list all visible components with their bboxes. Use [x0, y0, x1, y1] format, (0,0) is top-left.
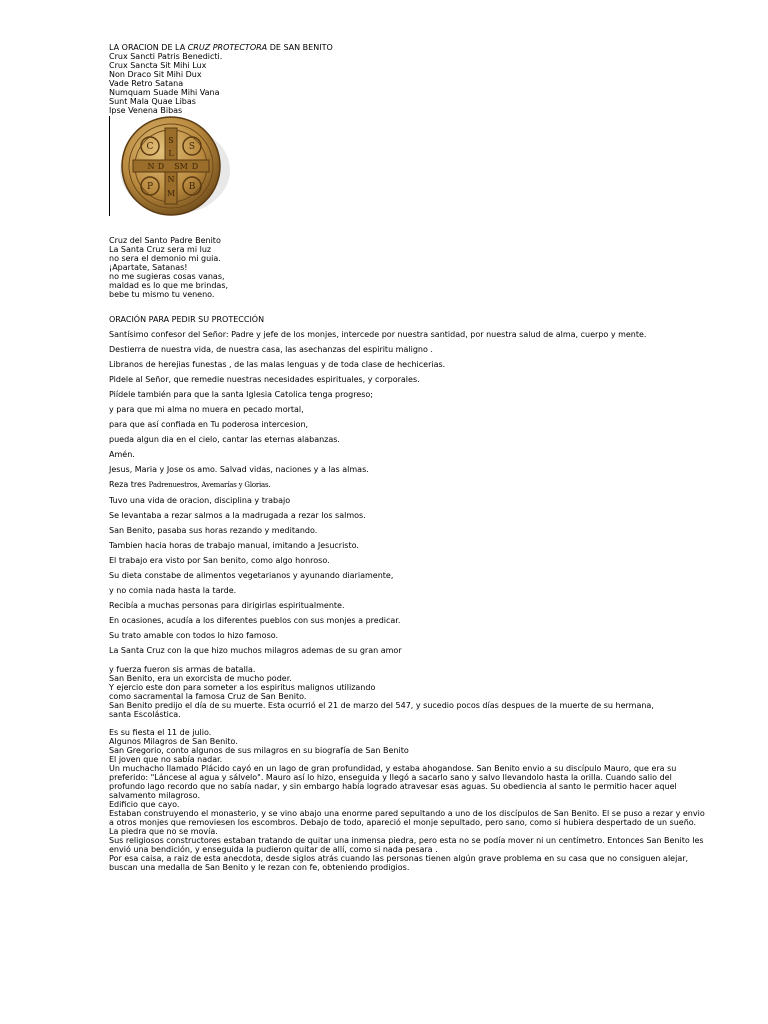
- life-line: Su trato amable con todos lo hizo famoso.: [109, 631, 279, 640]
- medal-letter-n2: N: [167, 175, 175, 184]
- prayer-line: Piídele también para que la santa Iglesia Catolica tenga progreso;: [109, 390, 374, 399]
- prayer-heading: ORACIÓN PARA PEDIR SU PROTECCIÓN: [109, 315, 265, 324]
- dense-line: San Gregorio, conto algunos de sus milagros en su biografía de San Benito: [109, 746, 409, 755]
- prayer-line: Jesus, Maria y Jose os amo. Salvad vidas, naciones y a las almas.: [109, 465, 369, 474]
- spanish-line: no sera el demonio mi guia.: [109, 254, 221, 263]
- closing-text: Por esa caisa, a raiz de esta anecdota, desde siglos atrás cuando las personas tienen algún grave problema en su casa que no consiguen alejar, buscan una medalla de San Benito y le rezan con fe, obteniendo prodigios.: [109, 854, 689, 872]
- title-post: DE SAN BENITO: [267, 43, 333, 52]
- spanish-line: ¡Apartate, Satanas!: [109, 263, 188, 272]
- latin-line: Sunt Mala Quae Libas: [109, 97, 196, 106]
- life-line: Su dieta constabe de alimentos vegetarianos y ayunando diariamente,: [109, 571, 394, 580]
- prayer-line: pueda algun dia en el cielo, cantar las eternas alabanzas.: [109, 435, 340, 444]
- life-line: Recibía a muchas personas para dirigirlas espiritualmente.: [109, 601, 345, 610]
- latin-line: Crux Sancta Sit Mihi Lux: [109, 61, 207, 70]
- spanish-line: Cruz del Santo Padre Benito: [109, 236, 221, 245]
- document-page: [109, 43, 709, 872]
- spanish-line: bebe tu mismo tu veneno.: [109, 290, 215, 299]
- life-line: El trabajo era visto por San benito, como algo honroso.: [109, 556, 330, 565]
- medal-figure: [109, 116, 709, 216]
- life-line: La Santa Cruz con la que hizo muchos milagros ademas de su gran amor: [109, 646, 402, 655]
- miracle-text: Un muchacho llamado Plácido cayó en un lago de gran profundidad, y estaba ahogandose. San Benito envio a su discípulo Mauro, que era su preferido: "Láncese al agua y sálvelo". Mauro así lo hizo, enseguida y llegó a sacarlo sano y salvo llevandolo hasta la orilla. Cuando salio del profundo lago recordo que no sabía nadar, y sin embargo había logrado atravesar esas aguas. Su obediencia al santo le permitio hacer aquel salvamento milagroso.: [109, 764, 677, 800]
- san-benito-medal-icon: [111, 116, 233, 216]
- dense-line: San Benito, era un exorcista de mucho poder.: [109, 674, 292, 683]
- medal-letter-b: B: [188, 182, 196, 192]
- medal-letter-l: L: [168, 149, 174, 158]
- latin-line: Numquam Suade Mihi Vana: [109, 88, 220, 97]
- prayer-line: Destierra de nuestra vida, de nuestra casa, las asechanzas del espiritu maligno .: [109, 345, 433, 354]
- dense-line: Es su fiesta el 11 de julio.: [109, 728, 212, 737]
- prayer-line: Pidele al Señor, que remedie nuestras necesidades espirituales, y corporales.: [109, 375, 420, 384]
- prayer-line: y para que mi alma no muera en pecado mortal,: [109, 405, 304, 414]
- document-title: [109, 43, 709, 52]
- spanish-prayer-block: [109, 236, 709, 299]
- life-line: Se levantaba a rezar salmos a la madrugada a rezar los salmos.: [109, 511, 366, 520]
- medal-letter-m: M: [166, 189, 176, 198]
- medal-letter-sm: SM: [174, 162, 188, 171]
- miracle-title: La piedra que no se movía.: [109, 827, 218, 836]
- medal-letter-n: N: [147, 162, 155, 171]
- dense-line: santa Escolástica.: [109, 710, 181, 719]
- medal-letter-p: P: [146, 182, 154, 192]
- medal-letter-d: D: [157, 162, 165, 171]
- medal-letter-c: C: [146, 142, 154, 152]
- prayer-line: para que así confiada en Tu poderosa intercesion,: [109, 420, 309, 429]
- latin-line: Crux Sancti Patris Benedicti.: [109, 52, 223, 61]
- protection-prayer: [109, 315, 709, 655]
- spanish-line: La Santa Cruz sera mi luz: [109, 245, 212, 254]
- dense-line: Y ejercio este don para someter a los espiritus malignos utilizando: [109, 683, 376, 692]
- latin-line: Vade Retro Satana: [109, 79, 184, 88]
- medal-letter-top: S: [168, 136, 174, 145]
- life-line: y no comia nada hasta la tarde.: [109, 586, 237, 595]
- dense-line: y fuerza fueron sis armas de batalla.: [109, 665, 256, 674]
- life-line: San Benito, pasaba sus horas rezando y meditando.: [109, 526, 318, 535]
- title-pre: LA ORACION DE LA: [109, 43, 188, 52]
- latin-line: Non Draco Sit Mihi Dux: [109, 70, 202, 79]
- life-line: En ocasiones, acudía a los diferentes pueblos con sus monjes a predicar.: [109, 616, 401, 625]
- title-emphasis: CRUZ PROTECTORA: [187, 43, 268, 52]
- reza-line: Reza tres Padrenuestros, Avemarías y Glorias.: [109, 480, 271, 489]
- life-line: Tuvo una vida de oracion, disciplina y trabajo: [109, 496, 291, 505]
- miracle-text: Sus religiosos constructores estaban tratando de quitar una inmensa piedra, pero esta no se podía mover ni un centímetro. Entonces San Benito les envió una bendición, y enseguida la pudieron quitar de allí, como si nada pesara .: [109, 836, 704, 854]
- miracles-block: [109, 728, 709, 872]
- heading-block: [109, 43, 709, 115]
- prayer-line: Santísimo confesor del Señor: Padre y jefe de los monjes, intercede por nuestra santidad, por nuestra salud de alma, cuerpo y mente.: [109, 330, 647, 339]
- dense-line: Algunos Milagros de San Benito.: [109, 737, 238, 746]
- figure-left-rule: [109, 116, 110, 216]
- spanish-line: no me sugieras cosas vanas,: [109, 272, 225, 281]
- life-line: Tambien hacia horas de trabajo manual, imitando a Jesucristo.: [109, 541, 359, 550]
- miracle-title: Edificio que cayo.: [109, 800, 180, 809]
- dense-line: como sacramental la famosa Cruz de San Benito.: [109, 692, 307, 701]
- exorcist-block: [109, 665, 709, 719]
- medal-letter-s: S: [188, 142, 196, 152]
- miracle-text: Estaban construyendo el monasterio, y se vino abajo una enorme pared sepultando a uno de los discípulos de San Benito. El se puso a rezar y envio a otros monjes que removiesen los escombros. Debajo de todo, apareció el monje sepultado, pero sano, como si hubiera despertado de un sueño.: [109, 809, 705, 827]
- medal-letter-d2: D: [191, 162, 199, 171]
- latin-line: Ipse Venena Bibas: [109, 106, 183, 115]
- dense-line: San Benito predijo el día de su muerte. Esta ocurrió el 21 de marzo del 547, y sucedio pocos días despues de la muerte de su hermana,: [109, 701, 654, 710]
- miracle-title: El joven que no sabía nadar.: [109, 755, 223, 764]
- spanish-line: maldad es lo que me brindas,: [109, 281, 229, 290]
- prayer-line: Libranos de herejias funestas , de las malas lenguas y de toda clase de hechicerias.: [109, 360, 446, 369]
- prayer-line: Amén.: [109, 450, 135, 459]
